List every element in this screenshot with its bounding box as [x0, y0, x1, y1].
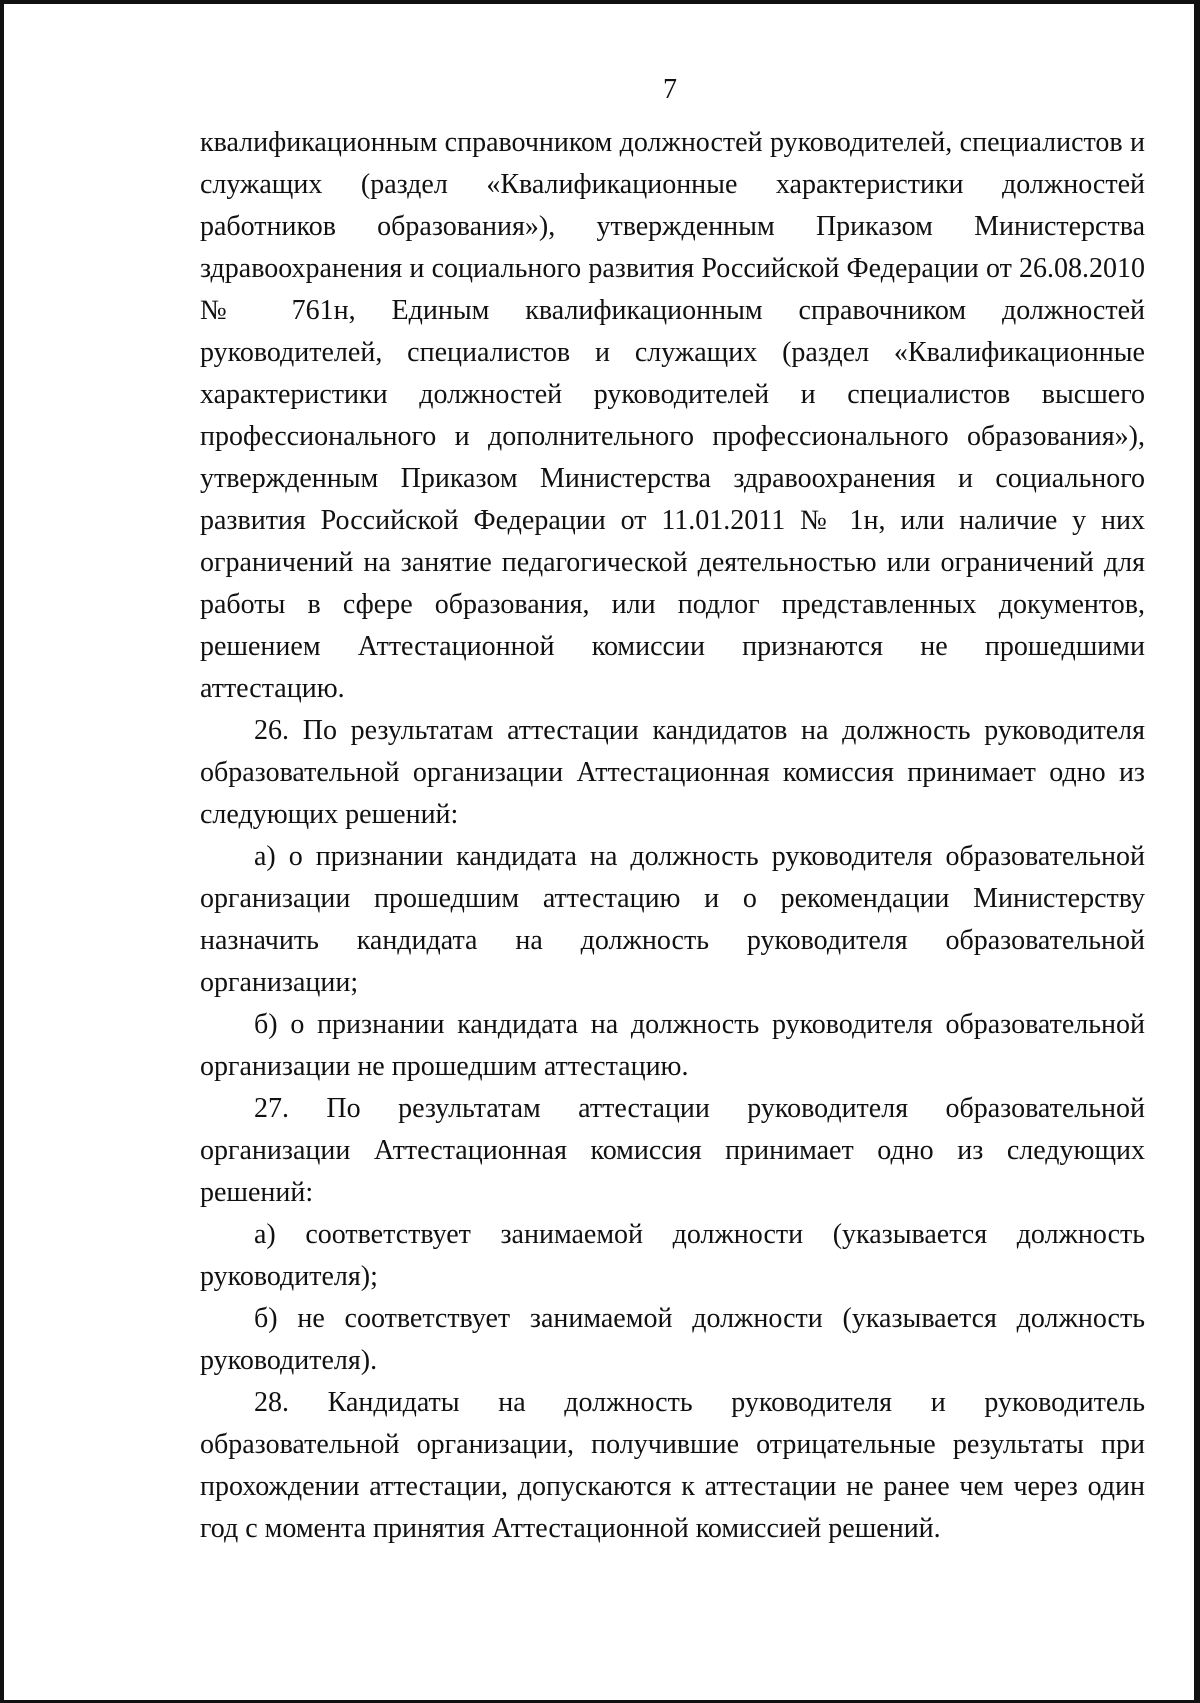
paragraph-item-27: 27. По результатам аттестации руководителя образовательной организации Аттестационная комиссия принимает одно из следующих решений:	[200, 1093, 1145, 1208]
paragraph-item-26: 26. По результатам аттестации кандидатов на должность руководителя образовательной организации Аттестационная комиссия принимает одно из следующих решений:	[200, 715, 1145, 830]
paragraph-item-27b: б) не соответствует занимаемой должности (указывается должность руководителя).	[200, 1303, 1145, 1376]
paragraph-item-28: 28. Кандидаты на должность руководителя и руководитель образовательной организации, получившие отрицательные результаты при прохождении аттестации, допускаются к аттестации не ранее чем через один год с момента принятия Аттестационной комиссией решений.	[200, 1387, 1145, 1544]
page-number: 7	[663, 74, 677, 105]
document-body	[200, 122, 1145, 1550]
paragraph-item-27a: а) соответствует занимаемой должности (указывается должность руководителя);	[200, 1219, 1145, 1292]
paragraph-continuation: квалификационным справочником должностей руководителей, специалистов и служащих (раздел «Квалификационные характеристики должностей работников образования»), утвержденным Приказом Министерства здравоохранения и социального развития Российской Федерации от 26.08.2010 № 761н, Единым квалификационным справочником должностей руководителей, специалистов и служащих (раздел «Квалификационные характеристики должностей руководителей и специалистов высшего профессионального и дополнительного профессионального образования»), утвержденным Приказом Министерства здравоохранения и социального развития Российской Федерации от 11.01.2011 № 1н, или наличие у них ограничений на занятие педагогической деятельностью или ограничений для работы в сфере образования, или подлог представленных документов, решением Аттестационной комиссии признаются не прошедшими аттестацию.	[200, 127, 1145, 704]
paragraph-item-26a: а) о признании кандидата на должность руководителя образовательной организации прошедшим аттестацию и о рекомендации Министерству назначить кандидата на должность руководителя образовательной организации;	[200, 841, 1145, 998]
paragraph-item-26b: б) о признании кандидата на должность руководителя образовательной организации не прошедшим аттестацию.	[200, 1009, 1145, 1082]
